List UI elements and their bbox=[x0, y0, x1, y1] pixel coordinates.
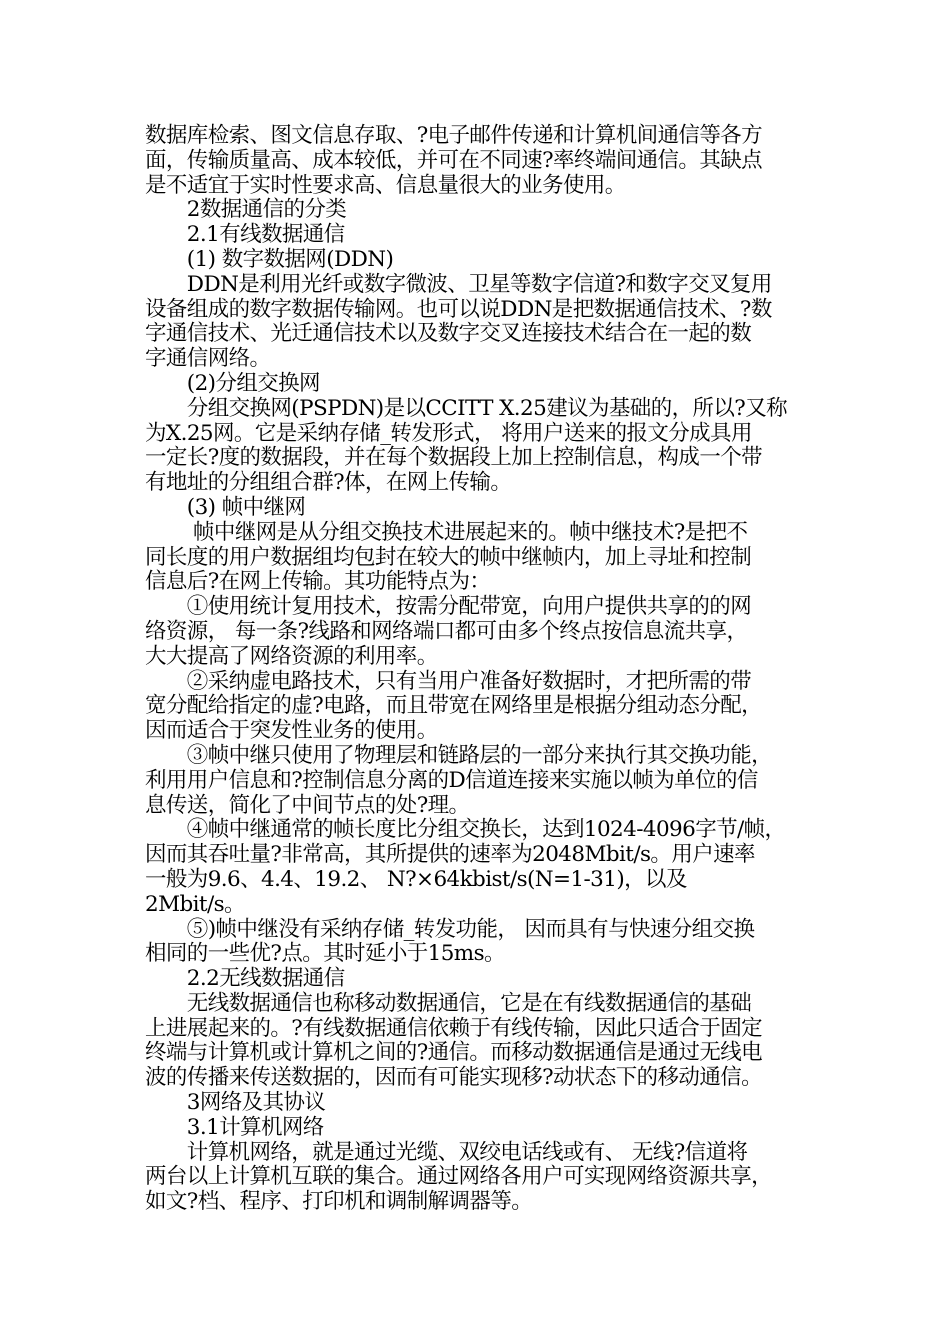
text-line: 2数据通信的分类 bbox=[145, 197, 347, 223]
text-line: 相同的一些优?点。其时延小于15ms。 bbox=[145, 941, 505, 967]
text-line: 一定长?度的数据段，并在每个数据段上加上控制信息，构成一个带 bbox=[145, 445, 763, 471]
text-line: 络资源， 每一条?线路和网络端口都可由多个终点按信息流共享， bbox=[145, 618, 748, 644]
document-body-text bbox=[145, 124, 815, 1215]
text-line: 字通信网络。 bbox=[145, 346, 271, 372]
text-line: 有地址的分组组合群?体，在网上传输。 bbox=[145, 470, 512, 496]
text-line: 同长度的用户数据组均包封在较大的帧中继帧内，加上寻址和控制 bbox=[145, 544, 752, 570]
text-line: 上进展起来的。?有线数据通信依赖于有线传输，因此只适合于固定 bbox=[145, 1015, 763, 1041]
text-line: 波的传播来传送数据的，因而有可能实现移?动状态下的移动通信。 bbox=[145, 1065, 763, 1091]
text-line: 3.1计算机网络 bbox=[145, 1114, 324, 1140]
text-line: 利用用户信息和?控制信息分离的D信道连接来实施以帧为单位的信 bbox=[145, 767, 758, 793]
text-line: (3) 帧中继网 bbox=[145, 494, 306, 520]
text-line: 分组交换网(PSPDN)是以CCITT X.25建议为基础的，所以?又称 bbox=[145, 395, 788, 421]
text-line: 息传送，简化了中间节点的处?理。 bbox=[145, 792, 470, 818]
text-line: 2Mbit/s。 bbox=[145, 891, 245, 917]
text-line: 两台以上计算机互联的集合。通过网络各用户可实现网络资源共享， bbox=[145, 1164, 773, 1190]
text-line: 帧中继网是从分组交换技术进展起来的。帧中继技术?是把不 bbox=[145, 519, 748, 545]
text-line: 数据库检索、图文信息存取、?电子邮件传递和计算机间通信等各方 bbox=[145, 123, 763, 148]
text-line: (1) 数字数据网(DDN) bbox=[145, 246, 394, 272]
text-line: (2)分组交换网 bbox=[145, 370, 320, 396]
text-line: 大大提高了网络资源的利用率。 bbox=[145, 643, 438, 669]
text-line: 如文?档、程序、打印机和调制解调器等。 bbox=[145, 1189, 533, 1215]
text-line: 因而其吞吐量?非常高，其所提供的速率为2048Mbit/s。用户速率 bbox=[145, 842, 755, 868]
text-line: 字通信技术、光迁通信技术以及数字交叉连接技术结合在一起的数 bbox=[145, 321, 752, 347]
text-line: ③帧中继只使用了物理层和链路层的一部分来执行其交换功能， bbox=[145, 742, 773, 768]
text-line: ④帧中继通常的帧长度比分组交换长，达到1024-4096字节/帧， bbox=[145, 817, 786, 843]
text-line: ⑤)帧中继没有采纳存储_转发功能， 因而具有与快速分组交换 bbox=[145, 916, 755, 942]
text-line: 面，传输质量高、成本较低，并可在不同速?率终端间通信。其缺点 bbox=[145, 147, 763, 173]
text-line: 设备组成的数字数据传输网。也可以说DDN是把数据通信技术、?数 bbox=[145, 296, 772, 322]
text-line: DDN是利用光纤或数字微波、卫星等数字信道?和数字交叉复用 bbox=[145, 271, 772, 297]
text-line: 2.1有线数据通信 bbox=[145, 222, 345, 248]
text-line: 是不适宜于实时性要求高、信息量很大的业务使用。 bbox=[145, 172, 626, 198]
text-line: 一般为9.6、4.4、19.2、 N?×64kbist/s(N=1-31)，以及 bbox=[145, 866, 687, 892]
text-line: 信息后?在网上传输。其功能特点为： bbox=[145, 569, 491, 595]
text-line: ②采纳虚电路技术，只有当用户准备好数据时，才把所需的带 bbox=[145, 668, 752, 694]
text-line: 宽分配给指定的虚?电路，而且带宽在网络里是根据分组动态分配， bbox=[145, 693, 763, 719]
text-line: 计算机网络，就是通过光缆、双绞电话线或有、 无线?信道将 bbox=[145, 1139, 748, 1165]
text-line: 3网络及其协议 bbox=[145, 1090, 326, 1116]
text-line: 无线数据通信也称移动数据通信，它是在有线数据通信的基础 bbox=[145, 990, 752, 1016]
text-line: 为X.25网。它是采纳存储_转发形式， 将用户送来的报文分成具用 bbox=[145, 420, 752, 446]
text-line: 2.2无线数据通信 bbox=[145, 966, 345, 992]
text-line: ①使用统计复用技术，按需分配带宽，向用户提供共享的的网 bbox=[145, 594, 752, 620]
text-line: 终端与计算机或计算机之间的?通信。而移动数据通信是通过无线电 bbox=[145, 1040, 763, 1066]
text-line: 因而适合于突发性业务的使用。 bbox=[145, 718, 438, 744]
